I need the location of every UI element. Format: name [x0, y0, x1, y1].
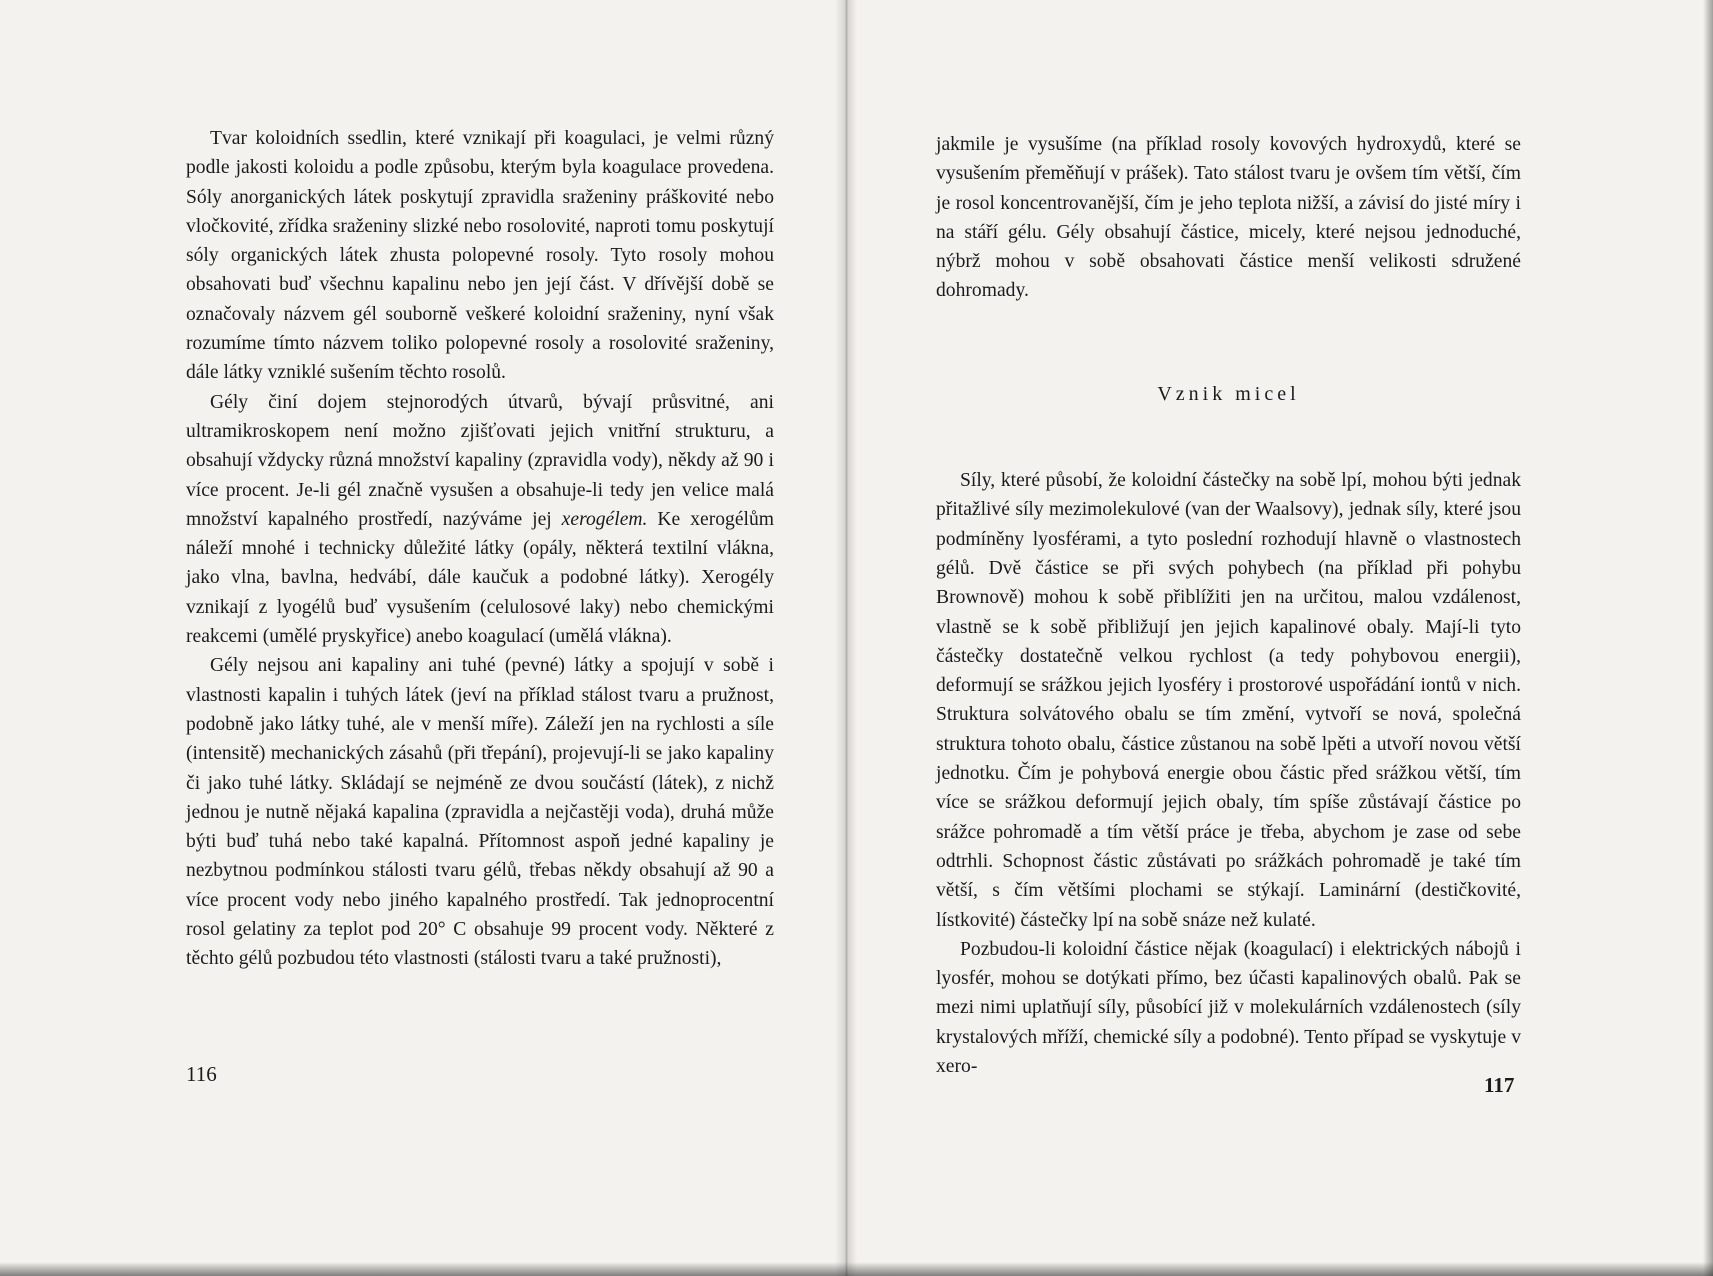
page-number: 117	[1484, 1073, 1515, 1097]
paragraph: Gély nejsou ani kapaliny ani tuhé (pevné) látky a spojují v sobě i vlastnosti kapalin i tuhých látek (jeví na příklad stálost tvaru a pružnost, podobně jako látky tuhé, ale v menší míře). Záleží jen na rychlosti a síle (intensitě) mechanických zásahů (při třepání), projevují-li se jako kapaliny či jako tuhé látky. Skládají se nejméně ze dvou součástí (látek), z nichž jednou je nutně nějaká kapalina (zpravidla a nejčastěji voda), druhá může býti buď tuhá nebo také kapalná. Přítomnost aspoň jedné kapaliny je nezbytnou podmínkou stálosti tvaru gélů, třebas někdy obsahují až 90 a více procent vody nebo jiného kapalného prostředí. Tak jednoprocentní rosol gelatiny za teplot pod 20° C obsahuje 99 procent vody. Některé z těchto gélů pozbudou této vlastnosti (stálosti tvaru a také pružnosti),	[186, 655, 774, 970]
emphasis-term: xerogélem.	[561, 508, 648, 530]
paragraph-text: Gély činí dojem stejnorodých útvarů, bývají průsvitné, ani ultramikroskopem není možno zjišťovati jejich vnitřní strukturu, a obsahují vždycky různá množství kapaliny (zpravidla vody), někdy až 90 i více procent. Je-li gél značně vysušen a obsahuje-li tedy jen velice malá množství kapalného prostředí, nazýváme jej	[186, 391, 774, 530]
book-gutter	[835, 0, 857, 1276]
left-page	[186, 124, 774, 974]
paragraph-text: Ke xerogélům náleží mnohé i technicky důležité látky (opály, některá textilní vlákna, jako vlna, bavlna, hedvábí, dále kaučuk a podobné látky). Xerogély vznikají z lyogélů buď vysušením (celulosové laky) nebo chemickými reakcemi (umělé pryskyřice) anebo koagulací (umělá vlákna).	[186, 508, 774, 648]
paragraph: Tvar koloidních ssedlin, které vznikají při koagulaci, je velmi různý podle jakosti koloidu a podle způsobu, kterým byla koagulace provedena. Sóly anorganických látek poskytují zpravidla sraženiny práškovité nebo vločkovité, zřídka sraženiny slizké nebo rosolovité, naproti tomu poskytují sóly organických látek zhusta polopevné rosoly. Tyto rosoly mohou obsahovati buď všechnu kapalinu nebo jen její část. V dřívější době se označovaly názvem gél souborně veškeré koloidní sraženiny, nyní však rozumíme tímto názvem toliko polopevné rosoly a rosolovité sraženiny, dále látky vzniklé sušením těchto rosolů.	[186, 128, 774, 384]
bottom-edge-shadow	[0, 1262, 1713, 1276]
paragraph	[186, 388, 774, 652]
page-number: 116	[186, 1062, 217, 1086]
paragraph: Pozbudou-li koloidní částice nějak (koagulací) i elektrických nábojů i lyosfér, mohou se dotýkati přímo, bez účasti kapalinových obalů. Pak se mezi nimi uplatňují síly, působící již v molekulárních vzdálenostech (síly krystalových mříží, chemické síly a podobné). Tento případ se vyskytuje v xero-	[936, 938, 1521, 1078]
paragraph: Síly, které působí, že koloidní částečky na sobě lpí, mohou býti jednak přitažlivé síly mezimolekulové (van der Waalsovy), jednak síly, které jsou podmíněny lyosférami, a tyto poslední rozhodují hlavně o vlastnostech gélů. Dvě částice se při svých pohybech (na příklad při pohybu Brownově) mohou k sobě přiblížiti jen na určitou, malou vzdálenost, vlastně se k sobě přibližují jen jejich kapalinové obaly. Mají-li tyto částečky dostatečně velkou rychlost (a tedy pohybovou energii), deformují se srážkou jejich lyosféry i prostorové uspořádání iontů v nich. Struktura solvátového obalu se tím změní, vytvoří se nová, společná struktura tohoto obalu, částice zůstanou na sobě lpěti a utvoří novou větší jednotku. Čím je pohybová energie obou částic před srážkou větší, tím více se srážkou deformují jejich obaly, tím spíše zůstávají částice po srážce pohromadě a tím větší práce je třeba, abychom je zase od sebe odtrhli. Schopnost částic zůstávati po srážkách pohromadě je také tím větší, s čím většími plochami se stýkají. Laminární (destičkovité, lístkovité) částečky lpí na sobě snáze než kulaté.	[936, 470, 1521, 931]
page-edge-shadow	[1703, 0, 1713, 1276]
section-heading: Vznik micel	[1157, 382, 1300, 405]
right-page	[936, 130, 1521, 1081]
paragraph: jakmile je vysušíme (na příklad rosoly kovových hydroxydů, které se vysušením přeměňují v prášek). Tato stálost tvaru je ovšem tím větší, čím je rosol koncentrovanější, čím je jeho teplota nižší, a závisí do jisté míry i na stáří gélu. Gély obsahují částice, micely, které nejsou jednoduché, nýbrž mohou v sobě obsahovati částice menší velikosti sdružené dohromady.	[936, 134, 1521, 302]
